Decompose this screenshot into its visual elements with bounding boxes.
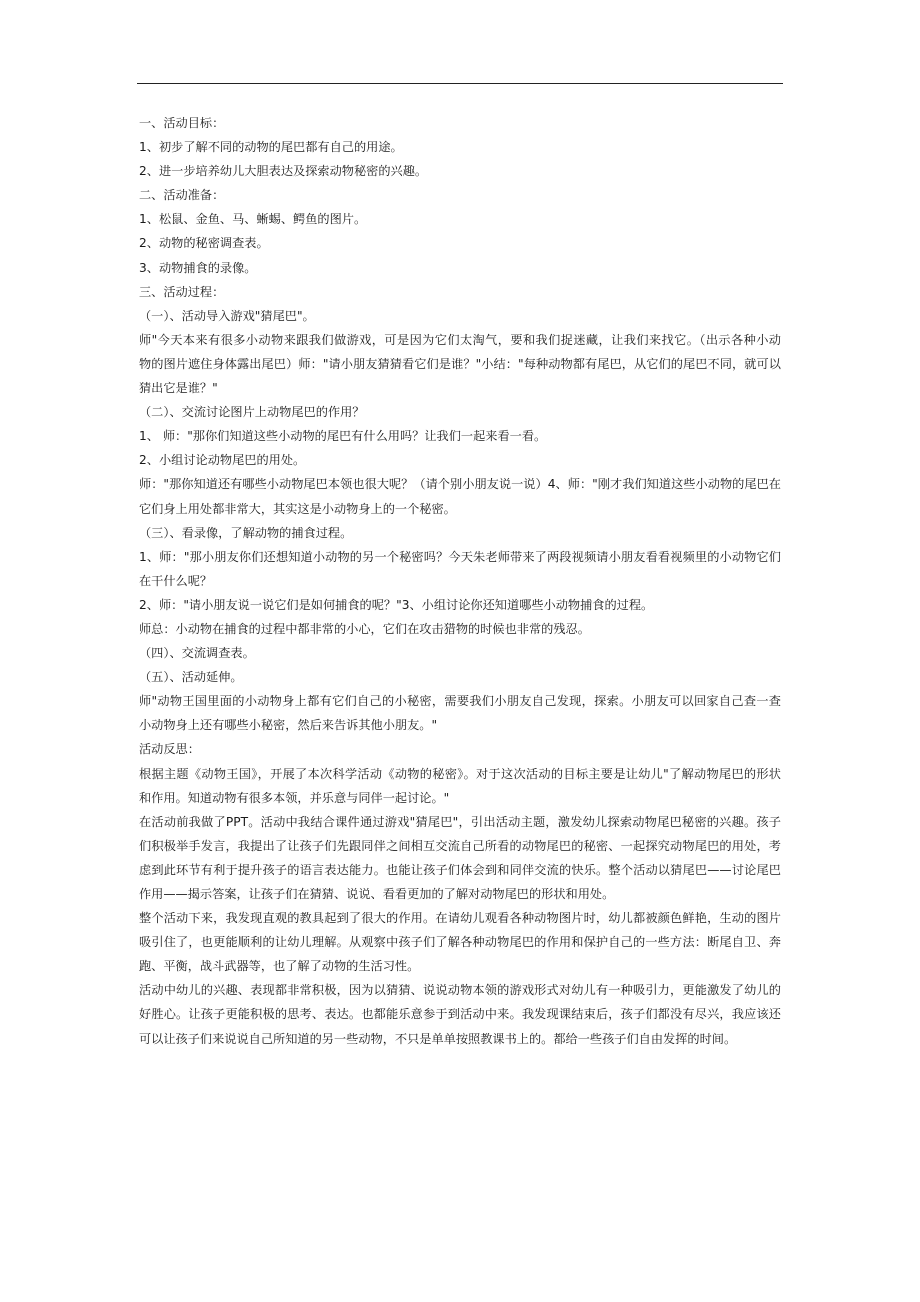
text-line: 师"今天本来有很多小动物来跟我们做游戏，可是因为它们太淘气，要和我们捉迷藏，让我们来找它。（出示各种小动 [139,332,781,347]
text-line: 虑到此环节有利于提升孩子的语言表达能力。也能让孩子们体会到和同伴交流的快乐。整个活动以猜尾巴——讨论尾巴 [139,862,781,877]
text-line: 2、动物的秘密调查表。 [139,236,269,251]
header-rule [137,83,783,84]
text-line: 活动中幼儿的兴趣、表现都非常积极，因为以猜猜、说说动物本领的游戏形式对幼儿有一种吸引力，更能激发了幼儿的 [139,983,781,998]
text-line: 在活动前我做了PPT。活动中我结合课件通过游戏"猜尾巴"，引出活动主题，激发幼儿探索动物尾巴秘密的兴趣。孩子 [139,814,781,829]
text-line: （二）、交流讨论图片上动物尾巴的作用？ [139,405,365,420]
text-line: 2、小组讨论动物尾巴的用处。 [139,453,306,468]
text-line: 3、动物捕食的录像。 [139,260,257,275]
text-line: 1、松鼠、金鱼、马、蜥蜴、鳄鱼的图片。 [139,212,367,227]
text-line: 吸引住了，也更能顺利的让幼儿理解。从观察中孩子们了解各种动物尾巴的作用和保护自己的一些方法：断尾自卫、奔 [139,935,781,950]
text-line: 们积极举手发言，我提出了让孩子们先跟同伴之间相互交流自己所看的动物尾巴的秘密、一起探究动物尾巴的用处，考 [139,838,781,853]
text-line: 1、 师："那你们知道这些小动物的尾巴有什么用吗？让我们一起来看一看。 [139,429,547,444]
text-line: 跑、平衡，战斗武器等，也了解了动物的生活习性。 [139,959,420,974]
text-line: 猜出它是谁？" [139,381,218,396]
text-line: 作用——揭示答案，让孩子们在猜猜、说说、看看更加的了解对动物尾巴的形状和用处。 [139,887,615,901]
text-line: （四）、交流调查表。 [139,646,255,661]
text-line: 2、师："请小朋友说一说它们是如何捕食的呢？"3、小组讨论你还知道哪些小动物捕食的过程。 [139,597,654,612]
text-line: 三、活动过程： [139,284,225,299]
text-line: 在干什么呢？ [139,573,213,588]
text-line: 小动物身上还有哪些小秘密，然后来告诉其他小朋友。" [139,718,438,733]
text-line: 和作用。知道动物有很多本领，并乐意与同伴一起讨论。" [139,790,450,805]
text-line: （三）、看录像，了解动物的捕食过程。 [139,525,353,540]
text-line: 二、活动准备： [139,188,225,203]
text-line: （五）、活动延伸。 [139,670,243,685]
text-line: 整个活动下来，我发现直观的教具起到了很大的作用。在请幼儿观看各种动物图片时，幼儿都被颜色鲜艳，生动的图片 [139,911,781,926]
text-line: 1、师："那小朋友你们还想知道小动物的另一个秘密吗？今天朱老师带来了两段视频请小朋友看看视频里的小动物它们 [139,549,781,564]
text-line: 好胜心。让孩子更能积极的思考、表达。也都能乐意参于到活动中来。我发现课结束后，孩子们都没有尽兴，我应该还 [139,1007,781,1022]
text-line: （一）、活动导入游戏"猜尾巴"。 [139,308,315,323]
text-line: 2、进一步培养幼儿大胆表达及探索动物秘密的兴趣。 [139,164,428,179]
text-line: 师"动物王国里面的小动物身上都有它们自己的小秘密，需要我们小朋友自己发现，探索。小朋友可以回家自己查一查 [139,694,781,709]
text-line: 物的图片遮住身体露出尾巴）师："请小朋友猜猜看它们是谁？"小结："每种动物都有尾巴，从它们的尾巴不同，就可以 [139,356,781,371]
document-body [139,111,781,1051]
text-line: 它们身上用处都非常大，其实这是小动物身上的一个秘密。 [139,501,456,516]
text-line: 1、初步了解不同的动物的尾巴都有自己的用途。 [139,140,403,155]
text-line: 师总：小动物在捕食的过程中都非常的小心，它们在攻击猎物的时候也非常的残忍。 [139,621,590,636]
text-line: 根据主题《动物王国》，开展了本次科学活动《动物的秘密》。对于这次活动的目标主要是让幼儿"了解动物尾巴的形状 [139,766,781,781]
text-line: 一、活动目标： [139,116,225,130]
text-line: 可以让孩子们来说说自己所知道的另一些动物，不只是单单按照教课书上的。都给一些孩子们自由发挥的时间。 [139,1031,737,1046]
text-line: 活动反思： [139,742,200,757]
text-line: 师："那你知道还有哪些小动物尾巴本领也很大呢？（请个别小朋友说一说）4、师："刚才我们知道这些小动物的尾巴在 [139,477,781,492]
